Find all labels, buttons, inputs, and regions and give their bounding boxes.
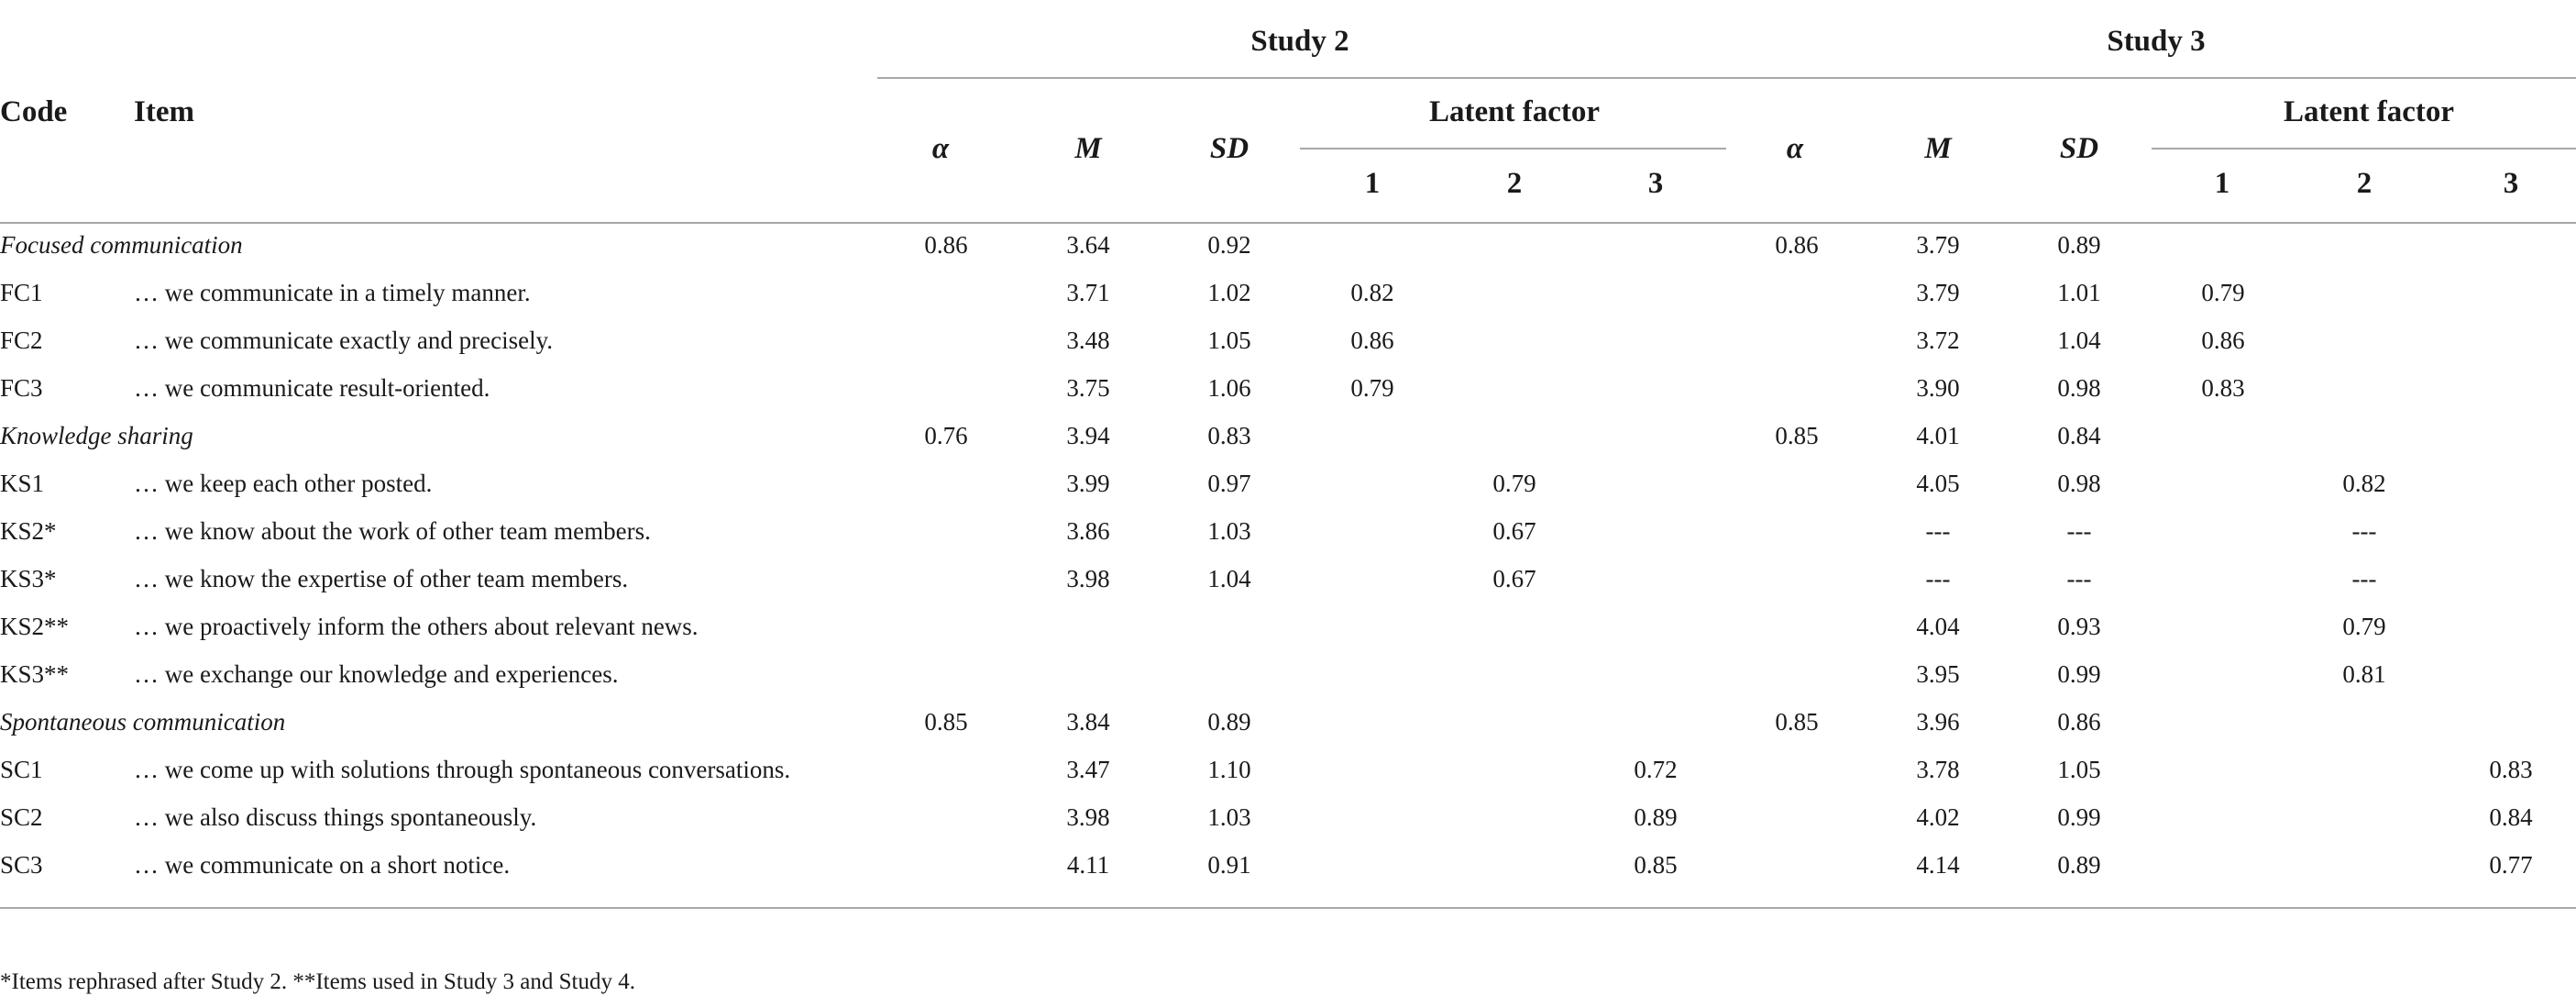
cell-study-3-factor-3: 0.83 xyxy=(2489,756,2533,783)
row-item: … we proactively inform the others about relevant news. xyxy=(134,613,699,640)
row-code: KS2* xyxy=(0,517,57,545)
cell-study-3-alpha: 0.86 xyxy=(1775,231,1819,259)
cell-study-2-alpha: 0.85 xyxy=(924,708,968,736)
row-item: … we communicate in a timely manner. xyxy=(134,279,531,306)
latent-factor-rule-study-2 xyxy=(1300,148,1726,149)
latent-factor-rule-study-3 xyxy=(2152,148,2576,149)
cell-study-3-sd: 0.98 xyxy=(2057,374,2101,402)
header-factor-1-study-3: 1 xyxy=(2214,167,2230,200)
row-item: … we communicate exactly and precisely. xyxy=(134,326,554,354)
cell-study-3-sd: 0.99 xyxy=(2057,660,2101,688)
cell-study-3-factor-1: 0.86 xyxy=(2201,326,2245,354)
cell-study-3-mean: 3.78 xyxy=(1916,756,1960,783)
header-code: Code xyxy=(0,95,68,128)
cell-study-2-mean: 3.98 xyxy=(1066,803,1110,831)
row-code: SC2 xyxy=(0,803,43,831)
cell-study-3-sd: 1.04 xyxy=(2057,326,2101,354)
cell-study-3-mean: 3.79 xyxy=(1916,279,1960,306)
row-code: FC1 xyxy=(0,279,43,306)
row-code: KS2** xyxy=(0,613,70,640)
cell-study-3-factor-3: 0.77 xyxy=(2489,851,2533,879)
cell-study-2-factor-3: 0.89 xyxy=(1634,803,1678,831)
cell-study-2-mean: 3.47 xyxy=(1066,756,1110,783)
cell-study-2-sd: 1.02 xyxy=(1207,279,1251,306)
cell-study-3-alpha: 0.85 xyxy=(1775,708,1819,736)
header-study-2: Study 2 xyxy=(1250,25,1349,58)
cell-study-2-alpha: 0.86 xyxy=(924,231,968,259)
cell-study-2-mean: 3.71 xyxy=(1066,279,1110,306)
cell-study-3-mean: 3.72 xyxy=(1916,326,1960,354)
cell-study-3-mean: 4.02 xyxy=(1916,803,1960,831)
cell-study-3-factor-2: 0.81 xyxy=(2342,660,2386,688)
cell-study-2-mean: 3.99 xyxy=(1066,470,1110,497)
cell-study-2-factor-3: 0.85 xyxy=(1634,851,1678,879)
row-item: … we also discuss things spontaneously. xyxy=(134,803,537,831)
header-factor-3-study-2: 3 xyxy=(1647,167,1664,200)
cell-study-2-sd: 0.89 xyxy=(1207,708,1251,736)
cell-study-2-factor-2: 0.67 xyxy=(1492,565,1536,592)
cell-study-2-sd: 0.83 xyxy=(1207,422,1251,449)
cell-study-3-mean: 3.90 xyxy=(1916,374,1960,402)
cell-study-3-mean: 3.96 xyxy=(1916,708,1960,736)
cell-study-2-mean: 3.75 xyxy=(1066,374,1110,402)
cell-study-3-factor-2: --- xyxy=(2351,517,2377,545)
row-code: KS3** xyxy=(0,660,70,688)
cell-study-2-mean: 3.64 xyxy=(1066,231,1110,259)
header-study-3: Study 3 xyxy=(2107,25,2206,58)
cell-study-2-factor-1: 0.79 xyxy=(1350,374,1394,402)
row-code: SC3 xyxy=(0,851,43,879)
cell-study-3-factor-1: 0.83 xyxy=(2201,374,2245,402)
header-sd-study-3: SD xyxy=(2059,132,2099,165)
header-factor-2-study-3: 2 xyxy=(2356,167,2372,200)
row-item: … we communicate result-oriented. xyxy=(134,374,490,402)
cell-study-3-factor-2: --- xyxy=(2351,565,2377,592)
cell-study-2-sd: 1.10 xyxy=(1207,756,1251,783)
cell-study-3-mean: 4.05 xyxy=(1916,470,1960,497)
cell-study-2-factor-3: 0.72 xyxy=(1634,756,1678,783)
header-factor-3-study-3: 3 xyxy=(2503,167,2519,200)
cell-study-2-mean: 3.48 xyxy=(1066,326,1110,354)
row-code: KS3* xyxy=(0,565,57,592)
row-item: … we exchange our knowledge and experiences. xyxy=(134,660,619,688)
cell-study-3-sd: 1.05 xyxy=(2057,756,2101,783)
cell-study-2-sd: 0.91 xyxy=(1207,851,1251,879)
cell-study-3-factor-3: 0.84 xyxy=(2489,803,2533,831)
cell-study-3-sd: --- xyxy=(2066,565,2092,592)
cell-study-3-sd: 0.98 xyxy=(2057,470,2101,497)
cell-study-3-sd: 0.93 xyxy=(2057,613,2101,640)
row-code: FC2 xyxy=(0,326,43,354)
cell-study-2-alpha: 0.76 xyxy=(924,422,968,449)
header-mean-study-2: M xyxy=(1074,132,1102,165)
cell-study-3-factor-2: 0.79 xyxy=(2342,613,2386,640)
cell-study-2-mean: 3.86 xyxy=(1066,517,1110,545)
header-factor-1-study-2: 1 xyxy=(1364,167,1381,200)
cell-study-2-sd: 1.03 xyxy=(1207,517,1251,545)
cell-study-2-mean: 4.11 xyxy=(1066,851,1110,879)
cell-study-3-factor-2: 0.82 xyxy=(2342,470,2386,497)
row-item: … we keep each other posted. xyxy=(134,470,433,497)
cell-study-3-factor-1: 0.79 xyxy=(2201,279,2245,306)
header-sd-study-2: SD xyxy=(1209,132,1249,165)
header-mean-study-3: M xyxy=(1924,132,1952,165)
cell-study-2-mean: 3.98 xyxy=(1066,565,1110,592)
cell-study-2-sd: 1.05 xyxy=(1207,326,1251,354)
study-header-rule xyxy=(877,77,2576,79)
cell-study-3-sd: 1.01 xyxy=(2057,279,2101,306)
header-latent-factor-study-3: Latent factor xyxy=(2283,95,2455,128)
cell-study-3-mean: 4.04 xyxy=(1916,613,1960,640)
cell-study-2-sd: 1.04 xyxy=(1207,565,1251,592)
cell-study-2-factor-2: 0.67 xyxy=(1492,517,1536,545)
header-alpha-study-3: α xyxy=(1786,132,1804,165)
header-factor-2-study-2: 2 xyxy=(1506,167,1523,200)
row-item: … we know about the work of other team members. xyxy=(134,517,651,545)
section-label: Focused communication xyxy=(0,231,243,259)
row-code: FC3 xyxy=(0,374,43,402)
cell-study-3-sd: 0.99 xyxy=(2057,803,2101,831)
cell-study-2-mean: 3.84 xyxy=(1066,708,1110,736)
cell-study-2-factor-1: 0.86 xyxy=(1350,326,1394,354)
row-item: … we know the expertise of other team members. xyxy=(134,565,629,592)
cell-study-2-sd: 1.03 xyxy=(1207,803,1251,831)
table-bottom-rule xyxy=(0,907,2576,909)
cell-study-3-mean: 4.14 xyxy=(1916,851,1960,879)
header-item: Item xyxy=(134,95,194,128)
cell-study-3-sd: 0.89 xyxy=(2057,231,2101,259)
row-item: … we communicate on a short notice. xyxy=(134,851,511,879)
section-label: Spontaneous communication xyxy=(0,708,286,736)
cell-study-3-mean: 3.79 xyxy=(1916,231,1960,259)
cell-study-3-mean: --- xyxy=(1925,565,1951,592)
row-item: … we come up with solutions through spontaneous conversations. xyxy=(134,756,791,783)
cell-study-3-sd: 0.84 xyxy=(2057,422,2101,449)
cell-study-2-mean: 3.94 xyxy=(1066,422,1110,449)
cell-study-2-sd: 0.92 xyxy=(1207,231,1251,259)
section-label: Knowledge sharing xyxy=(0,422,193,449)
cell-study-3-mean: --- xyxy=(1925,517,1951,545)
row-code: SC1 xyxy=(0,756,43,783)
cell-study-2-sd: 0.97 xyxy=(1207,470,1251,497)
header-bottom-rule xyxy=(0,222,2576,224)
header-alpha-study-2: α xyxy=(931,132,950,165)
cell-study-3-mean: 4.01 xyxy=(1916,422,1960,449)
cell-study-3-sd: 0.89 xyxy=(2057,851,2101,879)
cell-study-3-sd: 0.86 xyxy=(2057,708,2101,736)
header-latent-factor-study-2: Latent factor xyxy=(1428,95,1601,128)
cell-study-3-mean: 3.95 xyxy=(1916,660,1960,688)
cell-study-2-sd: 1.06 xyxy=(1207,374,1251,402)
cell-study-2-factor-1: 0.82 xyxy=(1350,279,1394,306)
table-footnote: *Items rephrased after Study 2. **Items used in Study 3 and Study 4. xyxy=(0,969,635,994)
cell-study-3-alpha: 0.85 xyxy=(1775,422,1819,449)
cell-study-3-sd: --- xyxy=(2066,517,2092,545)
row-code: KS1 xyxy=(0,470,45,497)
cell-study-2-factor-2: 0.79 xyxy=(1492,470,1536,497)
